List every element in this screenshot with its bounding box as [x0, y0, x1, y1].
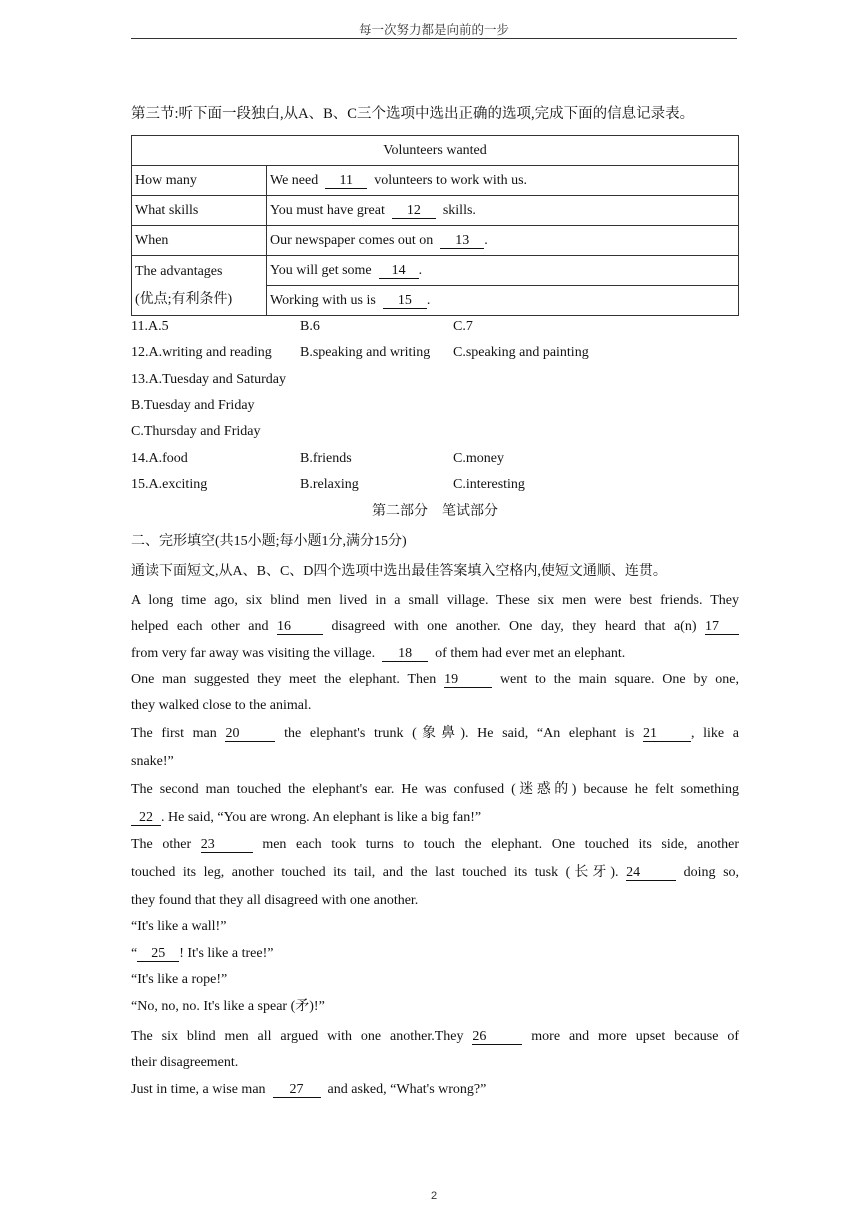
blank-27[interactable]: 27 [273, 1082, 321, 1098]
row-label-advantages: The advantages (优点;有利条件) [132, 256, 267, 316]
blank-22[interactable]: 22 [131, 810, 161, 826]
row-label: What skills [132, 196, 267, 226]
passage-line: 22 . He said, “You are wrong. An elephant is like a big fan!” [131, 809, 481, 827]
table-row [132, 226, 739, 256]
passage-line: touched its leg, another touched its tail, and the last touched its tusk (长牙). 24 doing so, [131, 865, 740, 880]
passage-line: The other 23 men each took turns to touch the elephant. One touched its side, another [131, 837, 739, 852]
header-divider [131, 38, 737, 39]
quote-line: “It's like a rope!” [131, 972, 228, 987]
row-content: Our newspaper comes out on 13 . [267, 226, 739, 256]
option-14b: B.friends [300, 451, 352, 466]
blank-20[interactable]: 20 [225, 726, 275, 742]
page-header: 每一次努力都是向前的一步 [358, 23, 509, 37]
passage-line: they found that they all disagreed with one another. [131, 893, 419, 908]
part2-title: 第二部分 笔试部分 [372, 504, 498, 519]
row-content: Working with us is 15 . [267, 286, 739, 316]
blank-15[interactable]: 15 [383, 293, 427, 309]
passage-line: helped each other and 16 disagreed with one another. One day, they heard that a(n) 17 [131, 618, 739, 636]
blank-17[interactable]: 17 [705, 619, 739, 635]
row-content: You must have great 12 skills. [267, 196, 739, 226]
option-12b: B.speaking and writing [300, 345, 431, 360]
passage-line: The six blind men all argued with one another.They 26 more and more upset because of [131, 1029, 740, 1044]
option-13c: C.Thursday and Friday [131, 424, 261, 439]
blank-21[interactable]: 21 [643, 726, 691, 742]
passage-line: their disagreement. [131, 1055, 239, 1070]
passage-line: A long time ago, six blind men lived in a small village. These six men were best friends. They [131, 593, 739, 608]
table-row [132, 166, 739, 196]
section3-title: 第三节:听下面一段独白,从A、B、C三个选项中选出正确的选项,完成下面的信息记录表。 [131, 106, 695, 122]
option-13a: 13.A.Tuesday and Saturday [131, 372, 287, 387]
cloze-instruction: 通读下面短文,从A、B、C、D四个选项中选出最佳答案填入空格内,使短文通顺、连贯。 [131, 564, 667, 579]
option-11a: 11.A.5 [131, 319, 169, 334]
option-11b: B.6 [300, 319, 320, 334]
option-15b: B.relaxing [300, 477, 359, 492]
cloze-title: 二、完形填空(共15小题;每小题1分,满分15分) [131, 534, 407, 549]
option-15a: 15.A.exciting [131, 477, 208, 492]
blank-26[interactable]: 26 [472, 1029, 522, 1045]
quote-line: “No, no, no. It's like a spear (矛)!” [131, 999, 325, 1014]
passage-line: from very far away was visiting the village. 18 of them had ever met an elephant. [131, 646, 626, 661]
table-row [132, 256, 739, 286]
passage-line: Just in time, a wise man 27 and asked, “What's wrong?” [131, 1082, 487, 1097]
row-label: When [132, 226, 267, 256]
passage-line: they walked close to the animal. [131, 698, 312, 713]
blank-12[interactable]: 12 [392, 203, 436, 219]
option-15c: C.interesting [453, 477, 525, 492]
blank-14[interactable]: 14 [379, 263, 419, 279]
table-title: Volunteers wanted [132, 136, 739, 166]
quote-line: “It's like a wall!” [131, 919, 227, 934]
blank-18[interactable]: 18 [382, 646, 428, 662]
blank-23[interactable]: 23 [201, 837, 253, 853]
option-14c: C.money [453, 451, 504, 466]
passage-line: The first man 20 the elephant's trunk (象鼻). He said, “An elephant is 21 , like a [131, 726, 740, 741]
blank-13[interactable]: 13 [440, 233, 484, 249]
blank-11[interactable]: 11 [325, 173, 367, 189]
option-12c: C.speaking and painting [453, 345, 589, 360]
page-number: 2 [430, 1190, 438, 1202]
blank-24[interactable]: 24 [626, 865, 676, 881]
blank-25[interactable]: 25 [137, 946, 179, 962]
blank-19[interactable]: 19 [444, 672, 492, 688]
table-row [132, 196, 739, 226]
volunteers-table [131, 135, 739, 316]
option-14a: 14.A.food [131, 451, 188, 466]
option-12a: 12.A.writing and reading [131, 345, 272, 360]
row-content: We need 11 volunteers to work with us. [267, 166, 739, 196]
quote-line: “ 25 ! It's like a tree!” [131, 946, 274, 961]
row-label: How many [132, 166, 267, 196]
passage-line: snake!” [131, 754, 174, 769]
passage-line: One man suggested they meet the elephant. Then 19 went to the main square. One by one, [131, 672, 739, 687]
blank-16[interactable]: 16 [277, 619, 323, 635]
passage-line: The second man touched the elephant's ear. He was confused (迷惑的) because he felt something [131, 782, 739, 797]
option-11c: C.7 [453, 319, 473, 334]
option-13b: B.Tuesday and Friday [131, 398, 255, 413]
row-content: You will get some 14 . [267, 256, 739, 286]
